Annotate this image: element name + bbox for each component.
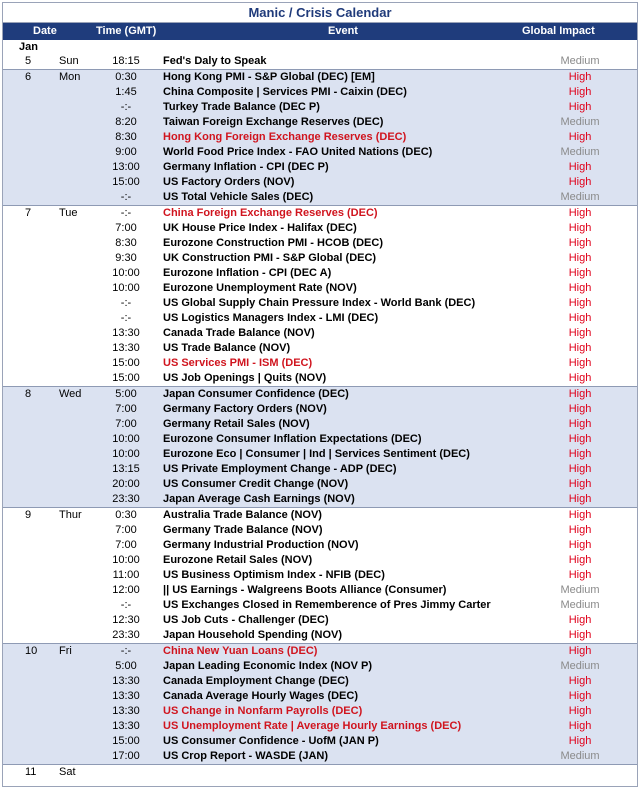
impact-cell: High [568, 357, 592, 369]
table-row [3, 266, 637, 281]
time-cell: 7:00 [115, 403, 137, 415]
event-cell: Germany Retail Sales (NOV) [163, 418, 310, 430]
time-cell: 10:00 [112, 433, 140, 445]
table-row [3, 568, 637, 583]
time-cell: 18:15 [112, 55, 140, 67]
impact-cell: High [568, 720, 592, 732]
time-cell: 13:30 [112, 690, 140, 702]
event-cell: Eurozone Construction PMI - HCOB (DEC) [163, 237, 383, 249]
event-cell: Japan Household Spending (NOV) [163, 629, 343, 641]
impact-cell: High [568, 629, 592, 641]
impact-cell: High [568, 101, 592, 113]
event-cell: Germany Industrial Production (NOV) [163, 539, 359, 551]
table-row [3, 341, 637, 356]
table-row [3, 417, 637, 432]
table-row [3, 674, 637, 689]
event-cell: US Unemployment Rate | Average Hourly Earnings (DEC) [163, 720, 462, 732]
date-weekday-cell: Tue [59, 207, 78, 219]
table-row [3, 507, 637, 523]
table-row [3, 598, 637, 613]
event-cell: US Private Employment Change - ADP (DEC) [163, 463, 397, 475]
table-row [3, 492, 637, 507]
time-cell: 15:00 [112, 176, 140, 188]
impact-cell: High [568, 463, 592, 475]
table-row [3, 523, 637, 538]
table-row [3, 538, 637, 553]
table-row [3, 311, 637, 326]
impact-cell: High [568, 267, 592, 279]
date-day-cell: 5 [25, 55, 32, 67]
event-rows [3, 54, 637, 780]
event-cell: US Services PMI - ISM (DEC) [163, 357, 313, 369]
table-row [3, 221, 637, 236]
table-row [3, 553, 637, 568]
table-row [3, 175, 637, 190]
event-cell: China Foreign Exchange Reserves (DEC) [163, 207, 378, 219]
impact-cell: Medium [560, 55, 600, 67]
event-cell: World Food Price Index - FAO United Nations (DEC) [163, 146, 433, 158]
impact-cell: High [568, 342, 592, 354]
time-cell: -:- [120, 599, 132, 611]
time-cell: 13:30 [112, 327, 140, 339]
time-cell: -:- [120, 645, 132, 657]
event-cell: US Global Supply Chain Pressure Index - World Bank (DEC) [163, 297, 476, 309]
time-cell: 8:30 [115, 131, 137, 143]
time-cell: 13:15 [112, 463, 140, 475]
table-row [3, 69, 637, 85]
impact-cell: High [568, 690, 592, 702]
impact-cell: High [568, 403, 592, 415]
time-cell: 7:00 [115, 524, 137, 536]
impact-cell: High [568, 735, 592, 747]
date-weekday-cell: Sun [59, 55, 79, 67]
table-row [3, 477, 637, 492]
header-time: Time (GMT) [96, 25, 157, 37]
table-row [3, 205, 637, 221]
event-cell: Japan Consumer Confidence (DEC) [163, 388, 349, 400]
date-weekday-cell: Mon [59, 71, 81, 83]
time-cell: 20:00 [112, 478, 140, 490]
time-cell: 12:00 [112, 584, 140, 596]
event-cell: US Crop Report - WASDE (JAN) [163, 750, 328, 762]
event-cell: Canada Average Hourly Wages (DEC) [163, 690, 358, 702]
table-row [3, 115, 637, 130]
event-cell: Eurozone Unemployment Rate (NOV) [163, 282, 357, 294]
month-text: Jan [19, 41, 38, 53]
time-cell: 13:30 [112, 720, 140, 732]
event-cell: China Composite | Services PMI - Caixin (DEC) [163, 86, 407, 98]
table-row [3, 447, 637, 462]
table-row [3, 704, 637, 719]
impact-cell: Medium [560, 191, 600, 203]
time-cell: 8:20 [115, 116, 137, 128]
event-cell: US Trade Balance (NOV) [163, 342, 291, 354]
time-cell: 0:30 [115, 71, 137, 83]
table-row [3, 371, 637, 386]
month-label [3, 40, 637, 54]
impact-cell: High [568, 448, 592, 460]
event-cell: Eurozone Inflation - CPI (DEC A) [163, 267, 332, 279]
table-row [3, 54, 637, 69]
impact-cell: Medium [560, 584, 600, 596]
event-cell: Canada Trade Balance (NOV) [163, 327, 315, 339]
time-cell: -:- [120, 207, 132, 219]
time-cell: 23:30 [112, 629, 140, 641]
date-weekday-cell: Thur [59, 509, 82, 521]
event-cell: Eurozone Retail Sales (NOV) [163, 554, 313, 566]
event-cell: Turkey Trade Balance (DEC P) [163, 101, 320, 113]
date-weekday-cell: Fri [59, 645, 72, 657]
table-row [3, 659, 637, 674]
impact-cell: High [568, 645, 592, 657]
time-cell: 15:00 [112, 357, 140, 369]
table-row [3, 734, 637, 749]
table-row [3, 689, 637, 704]
impact-cell: High [568, 252, 592, 264]
impact-cell: Medium [560, 146, 600, 158]
impact-cell: High [568, 478, 592, 490]
event-cell: Japan Average Cash Earnings (NOV) [163, 493, 355, 505]
event-cell: Hong Kong PMI - S&P Global (DEC) [EM] [163, 71, 375, 83]
impact-cell: High [568, 569, 592, 581]
impact-cell: Medium [560, 599, 600, 611]
impact-cell: High [568, 388, 592, 400]
table-row [3, 356, 637, 371]
event-cell: Australia Trade Balance (NOV) [163, 509, 322, 521]
impact-cell: High [568, 237, 592, 249]
impact-cell: High [568, 86, 592, 98]
impact-cell: High [568, 71, 592, 83]
impact-cell: High [568, 131, 592, 143]
table-row [3, 100, 637, 115]
date-day-cell: 8 [25, 388, 32, 400]
impact-cell: High [568, 312, 592, 324]
event-cell: Taiwan Foreign Exchange Reserves (DEC) [163, 116, 384, 128]
table-row [3, 402, 637, 417]
date-day-cell: 6 [25, 71, 32, 83]
header-date: Date [33, 25, 57, 37]
date-day-cell: 10 [25, 645, 38, 657]
table-row [3, 85, 637, 100]
table-row [3, 432, 637, 447]
table-row [3, 613, 637, 628]
time-cell: 9:30 [115, 252, 137, 264]
impact-cell: High [568, 509, 592, 521]
date-day-cell: 9 [25, 509, 32, 521]
time-cell: 10:00 [112, 448, 140, 460]
time-cell: 1:45 [115, 86, 137, 98]
time-cell: -:- [120, 312, 132, 324]
impact-cell: High [568, 493, 592, 505]
calendar-sheet [2, 2, 638, 787]
table-row [3, 251, 637, 266]
impact-cell: High [568, 614, 592, 626]
date-weekday-cell: Wed [59, 388, 82, 400]
time-cell: 15:00 [112, 372, 140, 384]
table-row [3, 386, 637, 402]
header-event: Event [328, 25, 358, 37]
time-cell: 10:00 [112, 554, 140, 566]
date-day-cell: 11 [25, 766, 37, 778]
event-cell: US Exchanges Closed in Rememberence of Pres Jimmy Carter [163, 599, 491, 611]
table-row [3, 145, 637, 160]
event-cell: UK House Price Index - Halifax (DEC) [163, 222, 357, 234]
table-row [3, 764, 637, 780]
time-cell: 5:00 [115, 388, 137, 400]
impact-cell: High [568, 176, 592, 188]
event-cell: Germany Inflation - CPI (DEC P) [163, 161, 329, 173]
time-cell: 11:00 [112, 569, 140, 581]
event-cell: US Consumer Confidence - UofM (JAN P) [163, 735, 379, 747]
impact-cell: Medium [560, 750, 600, 762]
time-cell: 10:00 [112, 282, 140, 294]
table-row [3, 719, 637, 734]
impact-cell: High [568, 297, 592, 309]
impact-cell: High [568, 418, 592, 430]
event-cell: US Job Cuts - Challenger (DEC) [163, 614, 329, 626]
impact-cell: High [568, 705, 592, 717]
table-row [3, 462, 637, 477]
event-cell: US Change in Nonfarm Payrolls (DEC) [163, 705, 363, 717]
event-cell: Germany Trade Balance (NOV) [163, 524, 323, 536]
time-cell: 7:00 [115, 222, 137, 234]
event-cell: US Job Openings | Quits (NOV) [163, 372, 327, 384]
time-cell: 17:00 [112, 750, 140, 762]
date-day-cell: 7 [25, 207, 32, 219]
time-cell: 0:30 [115, 509, 137, 521]
table-row [3, 160, 637, 175]
impact-cell: Medium [560, 660, 600, 672]
table-row [3, 130, 637, 145]
time-cell: 13:00 [112, 161, 140, 173]
calendar-title: Manic / Crisis Calendar [3, 3, 637, 23]
time-cell: 13:30 [112, 705, 140, 717]
header-impact: Global Impact Potential [522, 25, 595, 54]
table-row [3, 749, 637, 764]
impact-cell: High [568, 554, 592, 566]
impact-cell: High [568, 222, 592, 234]
impact-cell: Medium [560, 116, 600, 128]
time-cell: -:- [120, 191, 132, 203]
event-cell: Canada Employment Change (DEC) [163, 675, 349, 687]
impact-cell: High [568, 161, 592, 173]
event-cell: US Consumer Credit Change (NOV) [163, 478, 349, 490]
event-cell: Eurozone Consumer Inflation Expectations (DEC) [163, 433, 422, 445]
event-cell: UK Construction PMI - S&P Global (DEC) [163, 252, 377, 264]
table-row [3, 628, 637, 643]
event-cell: US Business Optimism Index - NFIB (DEC) [163, 569, 385, 581]
impact-cell: High [568, 372, 592, 384]
time-cell: 10:00 [112, 267, 140, 279]
time-cell: 8:30 [115, 237, 137, 249]
impact-cell: High [568, 675, 592, 687]
time-cell: -:- [120, 297, 132, 309]
impact-cell: High [568, 433, 592, 445]
table-row [3, 583, 637, 598]
impact-cell: High [568, 282, 592, 294]
time-cell: 12:30 [112, 614, 140, 626]
table-row [3, 326, 637, 341]
time-cell: 7:00 [115, 539, 137, 551]
impact-cell: High [568, 207, 592, 219]
time-cell: 13:30 [112, 675, 140, 687]
impact-cell: High [568, 539, 592, 551]
time-cell: 7:00 [115, 418, 137, 430]
table-row [3, 236, 637, 251]
event-cell: China New Yuan Loans (DEC) [163, 645, 318, 657]
table-row [3, 190, 637, 205]
event-cell: Hong Kong Foreign Exchange Reserves (DEC) [163, 131, 407, 143]
event-cell: Eurozone Eco | Consumer | Ind | Services Sentiment (DEC) [163, 448, 470, 460]
event-cell: Japan Leading Economic Index (NOV P) [163, 660, 373, 672]
time-cell: 23:30 [112, 493, 140, 505]
table-row [3, 296, 637, 311]
impact-cell: High [568, 524, 592, 536]
event-cell: || US Earnings - Walgreens Boots Alliance (Consumer) [163, 584, 447, 596]
time-cell: 5:00 [115, 660, 137, 672]
time-cell: 15:00 [112, 735, 140, 747]
impact-cell: High [568, 327, 592, 339]
event-cell: US Factory Orders (NOV) [163, 176, 295, 188]
table-row [3, 643, 637, 659]
date-weekday-cell: Sat [59, 766, 76, 778]
event-cell: Germany Factory Orders (NOV) [163, 403, 327, 415]
event-cell: Fed's Daly to Speak [163, 55, 267, 67]
time-cell: 13:30 [112, 342, 140, 354]
time-cell: -:- [120, 101, 132, 113]
event-cell: US Total Vehicle Sales (DEC) [163, 191, 314, 203]
table-row [3, 281, 637, 296]
time-cell: 9:00 [115, 146, 137, 158]
event-cell: US Logistics Managers Index - LMI (DEC) [163, 312, 379, 324]
